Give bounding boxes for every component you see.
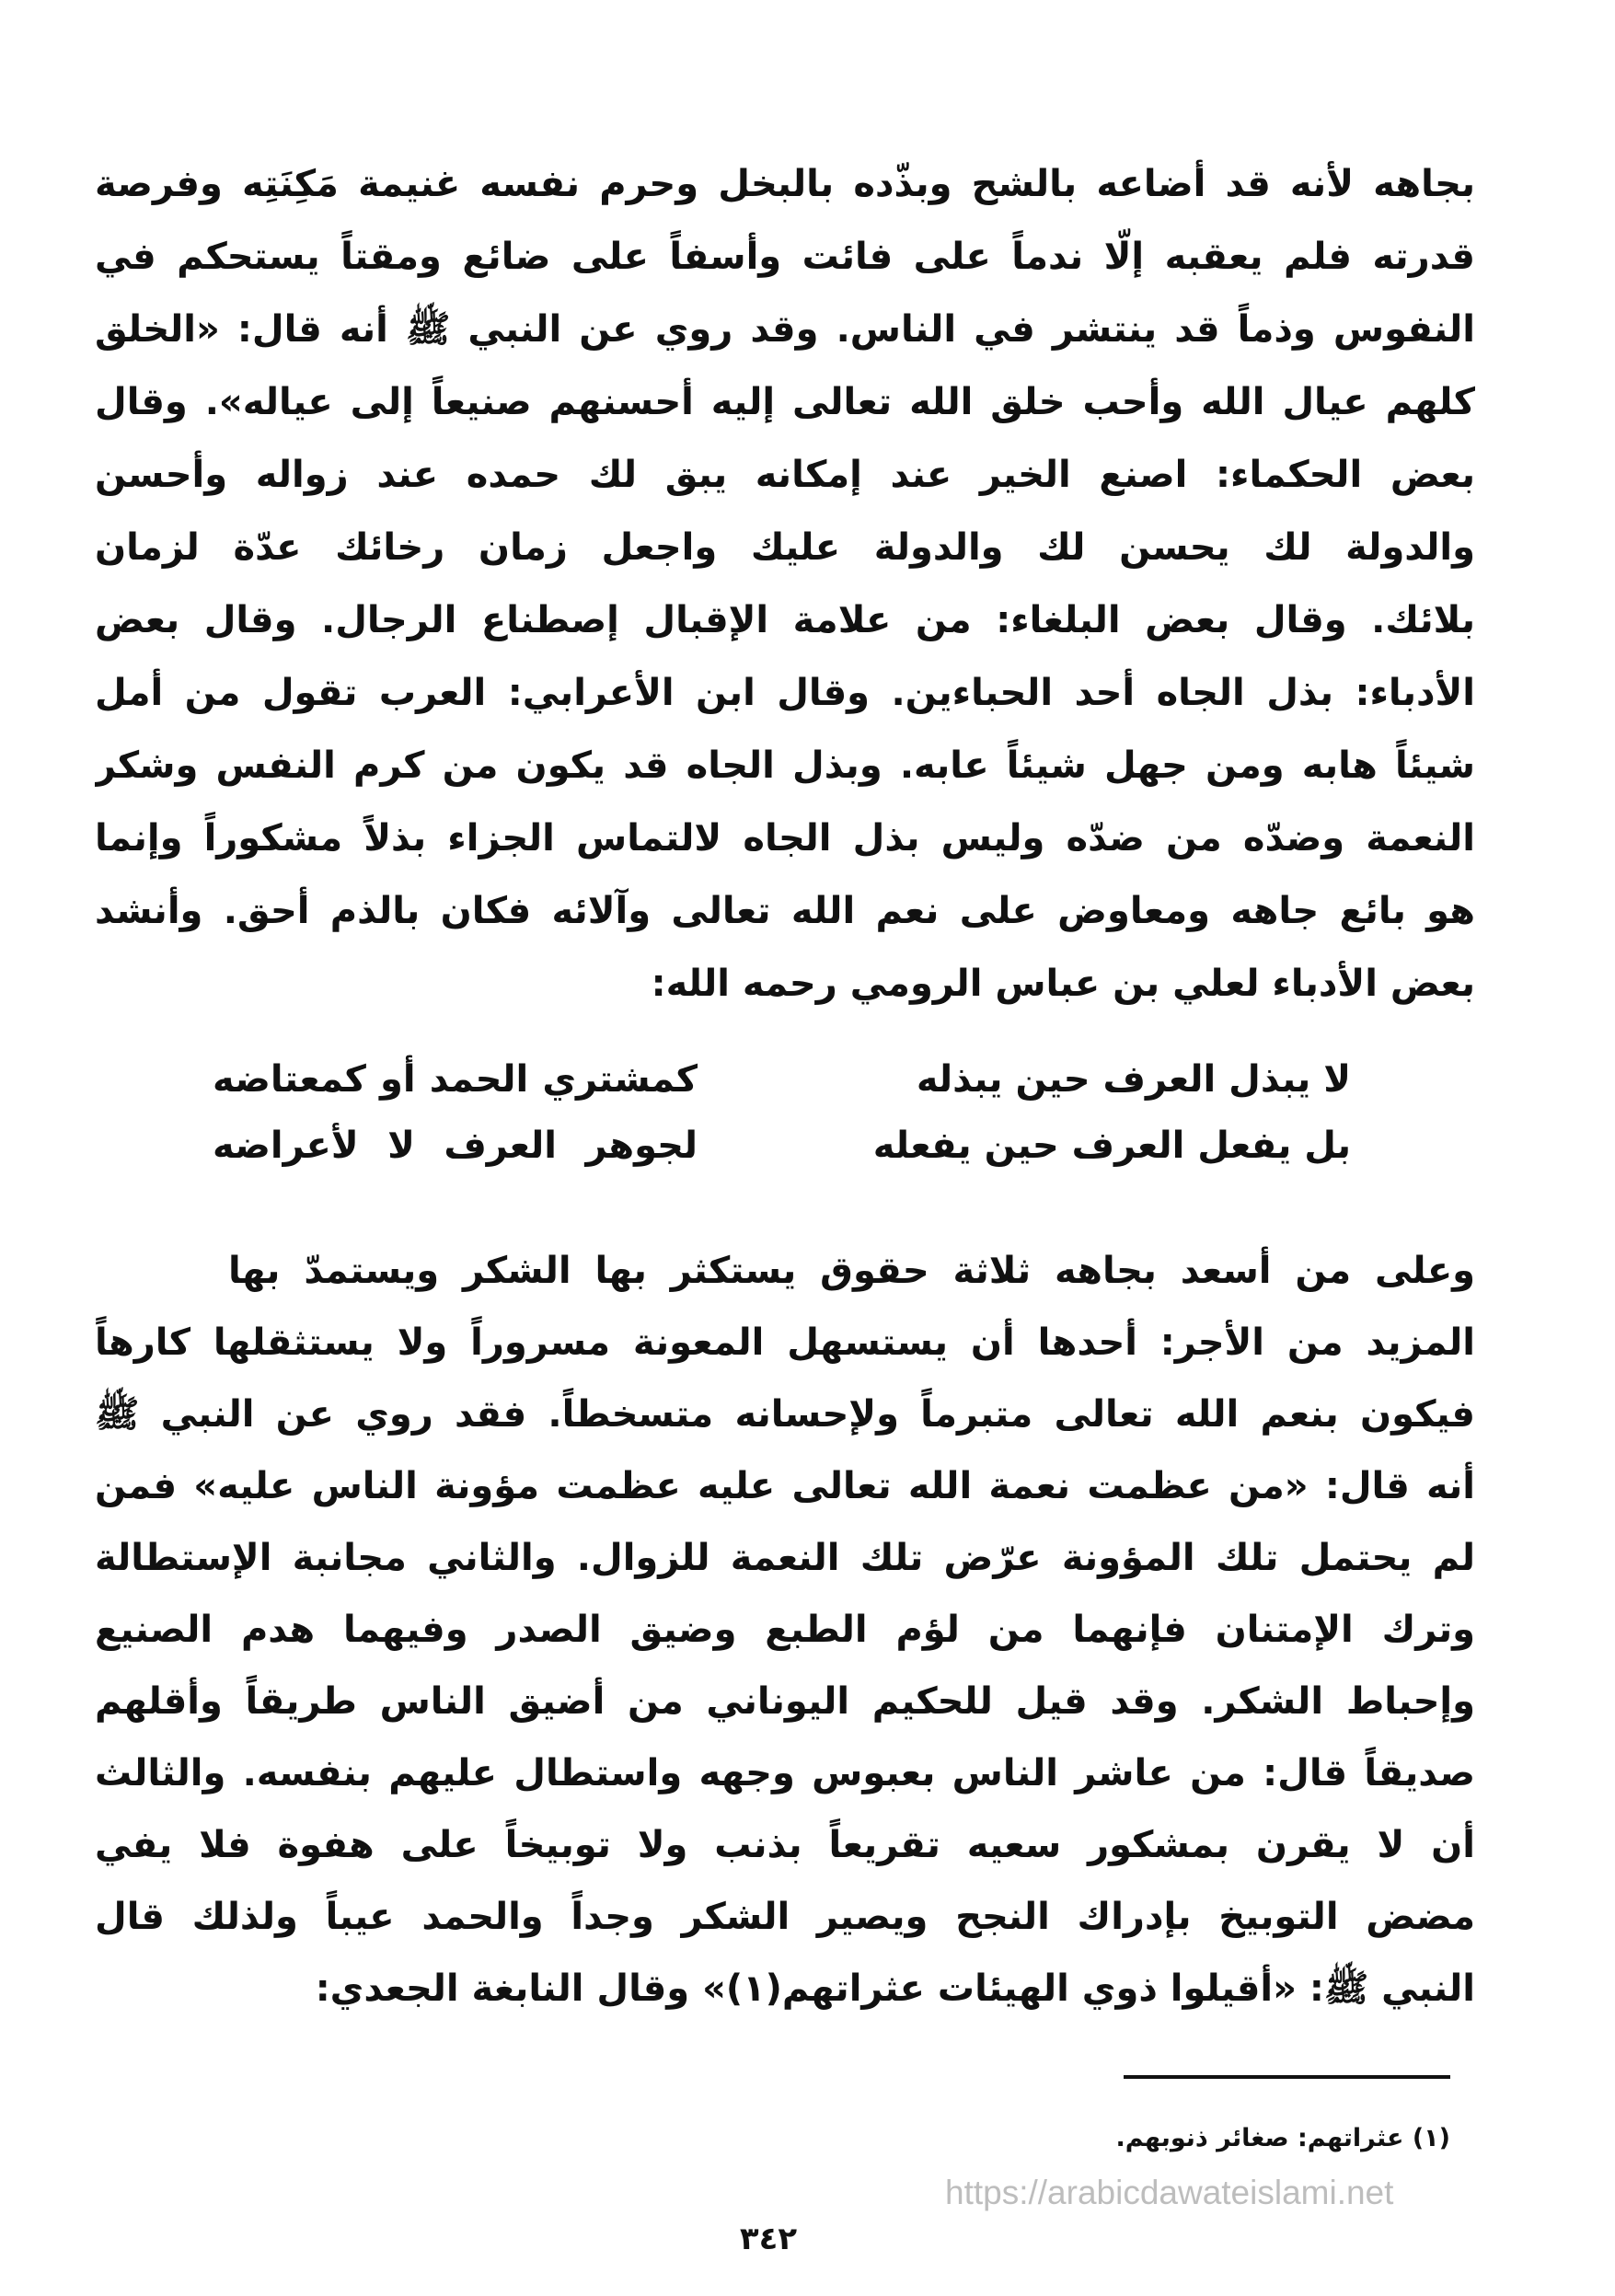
text-line: وعلى من أسعد بجاهه ثلاثة حقوق يستكثر بها الشكر ويستمدّ بها [228, 1250, 1475, 1292]
verse-hemistich: كمشتري الحمد أو كمعتاضه [213, 1058, 698, 1101]
text-line: بعض الأدباء لعلي بن عباس الرومي رحمه الله: [651, 963, 1475, 1005]
text-line: صديقاً قال: من عاشر الناس بعبوس وجهه واستطال عليهم بنفسه. والثالث [95, 1752, 1475, 1794]
text-line: النفوس وذماً قد ينتشر في الناس. وقد روي عن النبي ﷺ أنه قال: «الخلق [95, 308, 1475, 351]
text-line: فيكون بنعم الله تعالى متبرماً ولإحسانه متسخطاً. فقد روي عن النبي ﷺ [95, 1393, 1475, 1436]
text-line: بعض الحكماء: اصنع الخير عند إمكانه يبق لك حمده عند زواله وأحسن [95, 454, 1475, 496]
text-line: كلهم عيال الله وأحب خلق الله تعالى إليه أحسنهم صنيعاً إلى عياله». وقال [95, 381, 1475, 423]
watermark-url: https://arabicdawateislami.net [945, 2174, 1394, 2211]
text-line: الأدباء: بذل الجاه أحد الحباءين. وقال ابن الأعرابي: العرب تقول من أمل [95, 672, 1475, 714]
text-line: شيئاً هابه ومن جهل شيئاً عابه. وبذل الجاه قد يكون من كرم النفس وشكر [95, 744, 1475, 787]
text-line: أن لا يقرن بمشكور سعيه تقريعاً بذنب ولا توبيخاً على هفوة فلا يفي [95, 1824, 1475, 1866]
page-number: ٣٤٢ [739, 2221, 798, 2257]
text-line: مضض التوبيخ بإدراك النجح ويصير الشكر وجداً والحمد عيباً ولذلك قال [95, 1896, 1475, 1938]
text-line: والدولة لك يحسن لك والدولة عليك واجعل زمان رخائك عدّة لزمان [95, 526, 1475, 569]
text-line: النعمة وضدّه من ضدّه وليس بذل الجاه لالتماس الجزاء بذلاً مشكوراً وإنما [95, 817, 1475, 860]
text-line: هو بائع جاهه ومعاوض على نعم الله تعالى وآلائه فكان بالذم أحق. وأنشد [95, 890, 1475, 932]
footnote-separator [1124, 2075, 1450, 2079]
text-line: بجاهه لأنه قد أضاعه بالشح وبذّده بالبخل وحرم نفسه غنيمة مَكِنَتِه وفرصة [95, 163, 1475, 205]
verse-hemistich: لجوهر العرف لا لأعراضه [213, 1125, 698, 1167]
text-line: لم يحتمل تلك المؤونة عرّض تلك النعمة للزوال. والثاني مجانبة الإستطالة [95, 1537, 1475, 1579]
text-line: قدرته فلم يعقبه إلّا ندماً على فائت وأسفاً على ضائع ومقتاً يستحكم في [95, 236, 1475, 278]
text-line: النبي ﷺ: «أقيلوا ذوي الهيئات عثراتهم(١)» وقال النابغة الجعدي: [315, 1967, 1475, 2010]
text-line: بلائك. وقال بعض البلغاء: من علامة الإقبال إصطناع الرجال. وقال بعض [95, 599, 1475, 641]
footnote: (١) عثراتهم: صغائر ذنوبهم. [1115, 2124, 1450, 2152]
text-line: وترك الإمتنان فإنهما من لؤم الطبع وضيق الصدر وفيهما هدم الصنيع [95, 1609, 1475, 1651]
verse-hemistich: بل يفعل العرف حين يفعله [872, 1125, 1351, 1167]
verse-hemistich: لا يبذل العرف حين يبذله [916, 1058, 1351, 1101]
text-line: أنه قال: «من عظمت نعمة الله تعالى عليه عظمت مؤونة الناس عليه» فمن [95, 1465, 1475, 1507]
text-line: المزيد من الأجر: أحدها أن يستسهل المعونة مسروراً ولا يستثقلها كارهاً [95, 1321, 1475, 1364]
text-line: وإحباط الشكر. وقد قيل للحكيم اليوناني من أضيق الناس طريقاً وأقلهم [95, 1680, 1475, 1723]
